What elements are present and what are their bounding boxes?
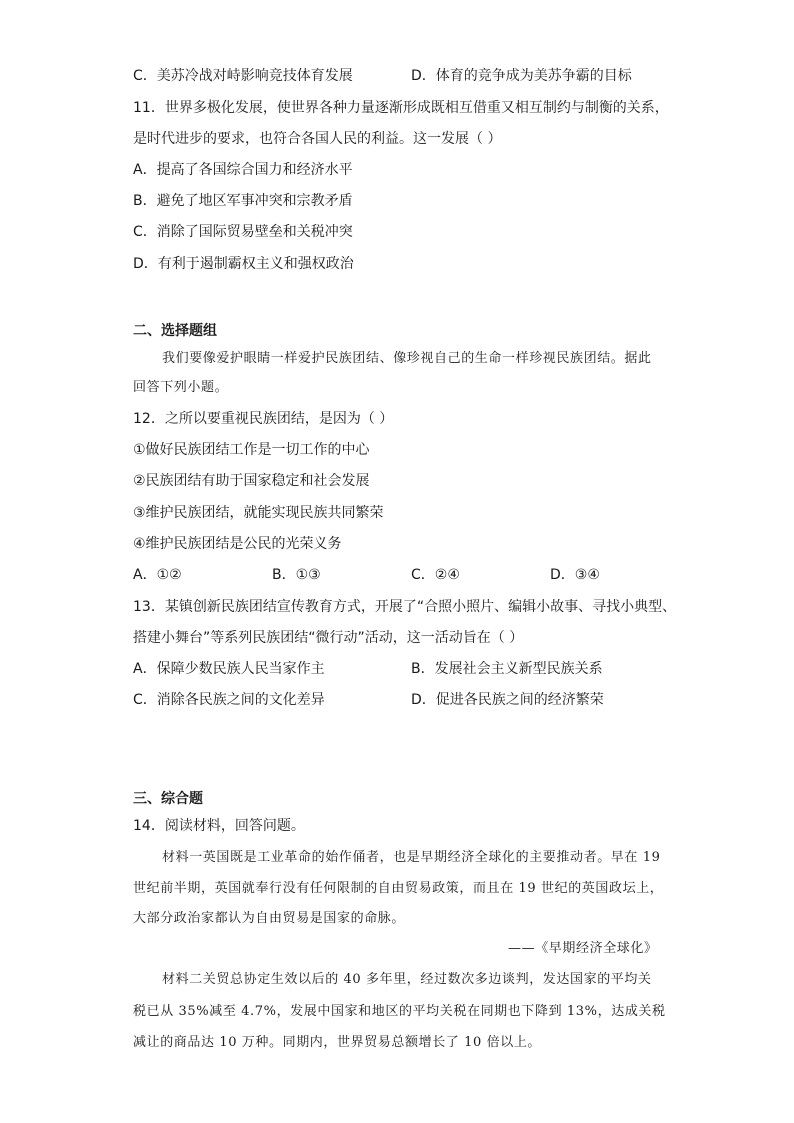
q12-item-4: ④维护民族团结是公民的光荣义务: [133, 536, 342, 552]
q14-material1-line3: 大部分政治家都认为自由贸易是国家的命脉。: [133, 911, 406, 926]
q13-option-b: B．发展社会主义新型民族关系: [411, 661, 603, 677]
section2-heading: 二、选择题组: [133, 323, 217, 339]
q14-material1-line2: 世纪前半期，英国就奉行没有任何限制的自由贸易政策，而且在 19 世纪的英国政坛上，: [133, 881, 664, 896]
q14-material2-line1: 材料二关贸总协定生效以后的 40 多年里，经过数次多边谈判，发达国家的平均关: [162, 972, 652, 987]
q11-option-d: D．有利于遏制霸权主义和强权政治: [133, 256, 354, 272]
q10-option-c: C．美苏冷战对峙影响竞技体育发展: [133, 68, 353, 84]
q12-item-2: ②民族团结有助于国家稳定和社会发展: [133, 473, 370, 489]
q13-option-a: A．保障少数民族人民当家作主: [133, 661, 325, 677]
q13-stem-line2: 搭建小舞台”等系列民族团结“微行动”活动，这一活动旨在（ ）: [133, 630, 524, 646]
q13-option-d: D．促进各民族之间的经济繁荣: [411, 692, 604, 708]
q12-option-a: A．①②: [133, 567, 182, 583]
q11-option-b: B．避免了地区军事冲突和宗教矛盾: [133, 193, 353, 209]
q11-option-c: C．消除了国际贸易壁垒和关税冲突: [133, 224, 353, 240]
q10-option-d: D．体育的竞争成为美苏争霸的目标: [411, 68, 632, 84]
q12-stem: 12．之所以要重视民族团结，是因为（ ）: [133, 411, 394, 427]
q11-stem-line2: 是时代进步的要求，也符合各国人民的利益。这一发展（ ）: [133, 131, 502, 147]
section2-intro-line1: 我们要像爱护眼睛一样爱护民族团结、像珍视自己的生命一样珍视民族团结。据此: [162, 351, 652, 366]
q14-material2-line2: 税已从 35%减至 4.7%，发展中国家和地区的平均关税在同期也下降到 13%，达成关税: [133, 1004, 666, 1019]
q14-material2-line3: 减让的商品达 10 万种。同期内，世界贸易总额增长了 10 倍以上。: [133, 1035, 542, 1050]
q14-stem: 14．阅读材料，回答问题。: [133, 818, 305, 834]
q11-option-a: A．提高了各国综合国力和经济水平: [133, 162, 353, 178]
q14-material1-source: ——《早期经济全球化》: [508, 941, 658, 956]
q13-stem-line1: 13．某镇创新民族团结宣传教育方式，开展了“合照小照片、编辑小故事、寻找小典型、: [133, 599, 677, 615]
q12-option-b: B．①③: [272, 567, 321, 583]
section2-intro-line2: 回答下列小题。: [133, 380, 229, 395]
q11-stem-line1: 11．世界多极化发展，使世界各种力量逐渐形成既相互借重又相互制约与制衡的关系，: [133, 100, 669, 116]
q12-item-3: ③维护民族团结，就能实现民族共同繁荣: [133, 505, 384, 521]
q12-option-c: C．②④: [411, 567, 460, 583]
q14-material1-line1: 材料一英国既是工业革命的始作俑者，也是早期经济全球化的主要推动者。早在 19: [162, 850, 661, 865]
q13-option-c: C．消除各民族之间的文化差异: [133, 692, 325, 708]
q12-item-1: ①做好民族团结工作是一切工作的中心: [133, 442, 370, 458]
q12-option-d: D．③④: [550, 567, 600, 583]
section3-heading: 三、综合题: [133, 791, 203, 807]
